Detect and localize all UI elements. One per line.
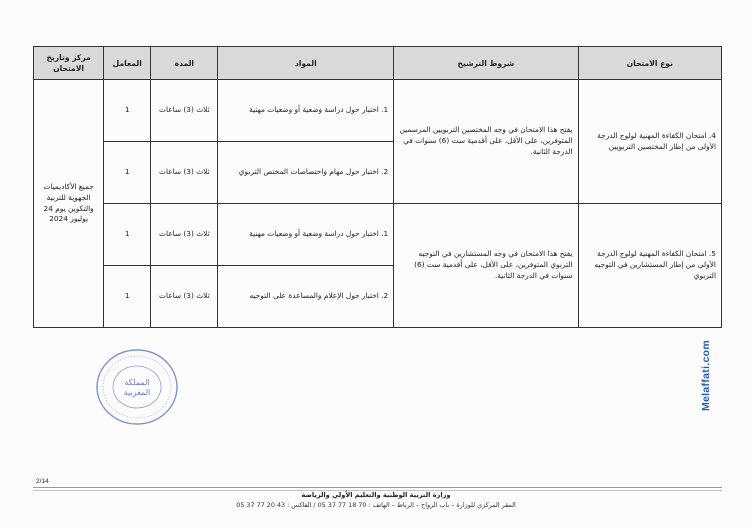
official-stamp bbox=[94, 347, 180, 427]
subject-cell: 2. اختبار حول مهام واختصاصات المختص التربوي bbox=[218, 142, 394, 204]
coefficient-cell: 1 bbox=[104, 204, 151, 266]
duration-cell: ثلاث (3) ساعات bbox=[151, 266, 218, 328]
footer-address: المقر المركزي للوزارة – باب الرواح – الرباط – الهاتف : 70 18 77 37 05 / الفاكس : 43 20 77 37 05 bbox=[236, 501, 516, 509]
center-cell: جميع الأكاديميات الجهوية للتربية والتكوين يوم 24 يوليوز 2024 bbox=[34, 80, 104, 328]
svg-text:المملكة: المملكة bbox=[124, 378, 150, 387]
header-center: مركز وتاريخ الامتحان bbox=[34, 47, 104, 80]
conditions-cell: يفتح هذا الامتحان في وجه المختصين التربويين المرسمين المتوفرين، على الأقل، على أقدمية ست (6) سنوات في الدرجة الثانية. bbox=[394, 80, 578, 204]
header-subjects: المواد bbox=[218, 47, 394, 80]
subject-cell: 1. اختبار حول دراسة وضعية أو وضعيات مهنية bbox=[218, 204, 394, 266]
duration-cell: ثلاث (3) ساعات bbox=[151, 142, 218, 204]
exam-type-cell: 4. امتحان الكفاءة المهنية لولوج الدرجة الأولى من إطار المختصين التربويين bbox=[578, 80, 721, 204]
coefficient-cell: 1 bbox=[104, 266, 151, 328]
table-row bbox=[34, 80, 722, 142]
header-exam-type: نوع الامتحان bbox=[578, 47, 721, 80]
exam-type-cell: 5. امتحان الكفاءة المهنية لولوج الدرجة الأولى من إطار المستشارين في التوجيه التربوي bbox=[578, 204, 721, 328]
footer-divider bbox=[33, 487, 722, 488]
conditions-cell: يفتح هذا الامتحان في وجه المستشارين في التوجيه التربوي المتوفرين، على الأقل، على أقدمية ست (6) سنوات في الدرجة الثانية. bbox=[394, 204, 578, 328]
coefficient-cell: 1 bbox=[104, 80, 151, 142]
watermark-site-link[interactable]: Melaffati.com bbox=[700, 340, 712, 411]
coefficient-cell: 1 bbox=[104, 142, 151, 204]
subject-cell: 2. اختبار حول الإعلام والمساعدة على التوجيه bbox=[218, 266, 394, 328]
table-header-row bbox=[34, 47, 722, 80]
page-number: 2/14 bbox=[36, 478, 49, 485]
subject-cell: 1. اختبار حول دراسة وضعية أو وضعيات مهنية bbox=[218, 80, 394, 142]
header-duration: المدة bbox=[151, 47, 218, 80]
svg-text:المغربية: المغربية bbox=[123, 388, 151, 397]
duration-cell: ثلاث (3) ساعات bbox=[151, 80, 218, 142]
duration-cell: ثلاث (3) ساعات bbox=[151, 204, 218, 266]
header-coefficient: المعامل bbox=[104, 47, 151, 80]
table-row bbox=[34, 204, 722, 266]
footer-ministry: وزارة التربية الوطنية والتعليم الأولي والرياضة bbox=[301, 491, 451, 499]
exam-table bbox=[33, 46, 722, 328]
header-conditions: شروط الترشيح bbox=[394, 47, 578, 80]
